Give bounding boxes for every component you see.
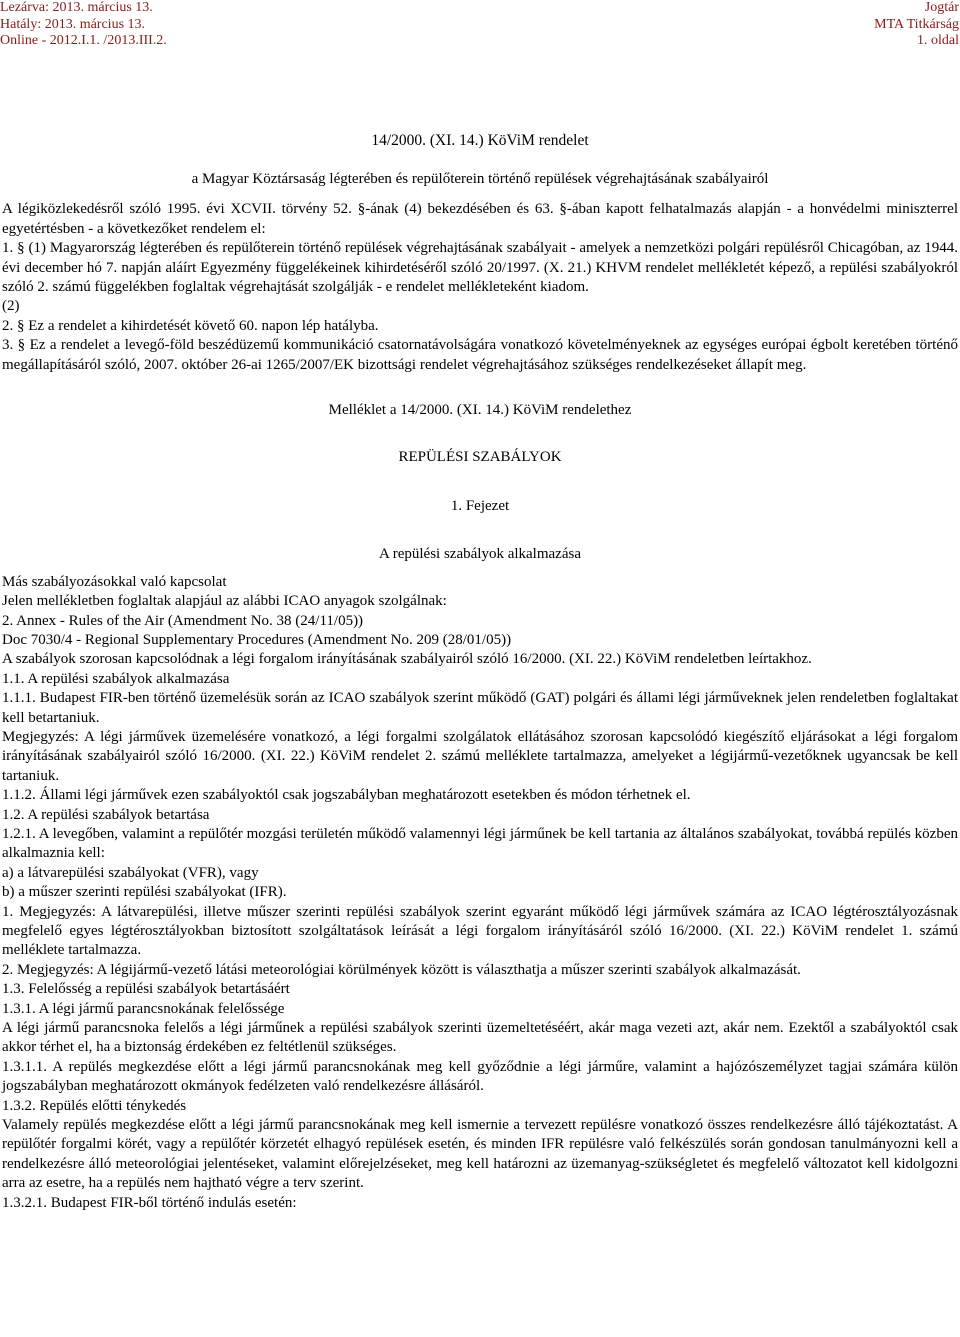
body-paragraph: b) a műszer szerinti repülési szabályokat (IFR). (2, 884, 287, 901)
page-header-left (0, 0, 167, 50)
body-paragraph: 1.3.2. Repülés előtti ténykedés (2, 1097, 187, 1114)
chapter-title: A repülési szabályok alkalmazása (378, 546, 581, 563)
annex-heading: Melléklet a 14/2000. (XI. 14.) KöViM rendelethez (328, 402, 632, 419)
rules-heading: REPÜLÉSI SZABÁLYOK (398, 449, 562, 466)
body-paragraph: a) a látvarepülési szabályokat (VFR), vagy (2, 864, 259, 881)
document-body (2, 132, 958, 1213)
header-publisher: Jogtár (924, 0, 959, 15)
body-paragraph: Doc 7030/4 - Regional Supplementary Procedures (Amendment No. 209 (28/01/05)) (2, 631, 512, 648)
body-paragraph: 1.2.1. A levegőben, valamint a repülőtér mozgási területén működő valamennyi légi járműnek be kell tartania az általános szabályokat, továbbá repülés közben alkalmaznia kell: (2, 825, 958, 862)
document-title: 14/2000. (XI. 14.) KöViM rendelet (371, 132, 589, 149)
section-2: 2. § Ez a rendelet a kihirdetését követő 60. napon lép hatályba. (2, 317, 379, 334)
body-paragraph: A légi jármű parancsnoka felelős a légi járműnek a repülési szabályok szerinti üzemeltetéséért, akár maga vezeti azt, akár nem. Ezektől a szabályoktól csak akkor térhet el, ha a biztonság érdekében ez feltétlenül szükséges. (2, 1020, 958, 1056)
body-paragraph: 1.1. A repülési szabályok alkalmazása (2, 670, 230, 687)
chapter-number: 1. Fejezet (450, 497, 510, 514)
body-paragraph: 2. Annex - Rules of the Air (Amendment No. 38 (24/11/05)) (2, 612, 364, 629)
body-paragraph: 1.3.1.1. A repülés megkezdése előtt a légi jármű parancsnokának meg kell győződnie a légi járműre, valamint a hajózószemélyzet tagjai számára külön jogszabályban meghatározott okmányok fedélzeten való rendelkezésre állásáról. (2, 1058, 958, 1095)
header-licensee: MTA Titkárság (874, 16, 959, 32)
body-paragraph: 1.3.2.1. Budapest FIR-ből történő indulás esetén: (2, 1194, 297, 1211)
body-paragraph: Megjegyzés: A légi járművek üzemelésére vonatkozó, a légi forgalmi szolgálatok ellátásához szorosan kapcsolódó kiegészítő eljárásokat a légi forgalom irányításának szabályairól szóló 16/2000. (XI. 22.) KöViM rendelet 2. számú melléklete tartalmazza, amelyeket a légijármű-vezetőknek ugyancsak be kell tartaniuk. (2, 728, 958, 784)
document-subtitle: a Magyar Köztársaság légterében és repülőterein történő repülések végrehajtásának szabályairól (191, 171, 769, 187)
annex-body (2, 573, 958, 1213)
header-closed-date: Lezárva: 2013. március 13. (0, 0, 153, 15)
body-paragraph: Más szabályozásokkal való kapcsolat (2, 573, 227, 590)
body-paragraph: 1. Megjegyzés: A látvarepülési, illetve műszer szerinti repülési szabályok szerint egyaránt működő légi járművek számára az ICAO légtérosztályozásnak megfelelő egyes légtérosztályokban biztosított szolgáltatások leírását a légi forgalom irányításáról szóló 16/2000. (XI. 22.) KöViM rendelet 1. számú melléklete tartalmazza. (2, 903, 958, 959)
section-1-paragraph-1: 1. § (1) Magyarország légterében és repülőterein történő repülések végrehajtásának szabályait - amelyek a nemzetközi polgári repülésről Chicagóban, az 1944. évi december hó 7. napján aláírt Egyezmény függelékeinek kihirdetéséről szóló 20/1997. (X. 21.) KHVM rendelet mellékletét képező, a repülési szabályokról szóló 2. számú függelékben foglaltak végrehajtását szolgálják - e rendelet mellékleteként kiadom. (2, 240, 958, 296)
body-paragraph: 1.1.2. Állami légi járművek ezen szabályoktól csak jogszabályban meghatározott esetekben és módon térhetnek el. (2, 787, 691, 804)
body-paragraph: A szabályok szorosan kapcsolódnak a légi forgalom irányításának szabályairól szóló 16/2000. (XI. 22.) KöViM rendeletben leírtakhoz. (2, 651, 812, 668)
body-paragraph: 1.3.1. A légi jármű parancsnokának felelőssége (2, 1000, 285, 1017)
preamble: A légiközlekedésről szóló 1995. évi XCVII. törvény 52. §-ának (4) bekezdésében és 63. §-ában kapott felhatalmazás alapján - a honvédelmi miniszterrel egyetértésben - a következőket rendelem el: (2, 201, 958, 237)
body-paragraph: Jelen mellékletben foglaltak alapjául az alábbi ICAO anyagok szolgálnak: (2, 593, 447, 610)
section-1-paragraph-2: (2) (2, 298, 20, 315)
body-paragraph: Valamely repülés megkezdése előtt a légi jármű parancsnokának meg kell ismernie a tervezett repülésre vonatkozó összes rendelkezésre álló tájékoztatást. A repülőtér forgalmi körét, vagy a repülőtér körzetét elhagyó repülések esetén, és minden IFR repülésre való felkészülés során gondosan tanulmányozni kell a rendelkezésre álló meteorológiai jelentéseket, valamint előrejelzéseket, meg kell határozni az üzemanyag-szükségletet és megfelelő változatot kell kidolgozni arra az esetre, ha a repülés nem hajtható végre a terv szerint. (2, 1117, 958, 1192)
page-header-right (874, 0, 959, 50)
header-effective-date: Hatály: 2013. március 13. (0, 16, 146, 32)
body-paragraph: 2. Megjegyzés: A légijármű-vezető látási meteorológiai körülmények között is választhatja a műszer szerinti szabályok alkalmazását. (2, 961, 801, 978)
section-3: 3. § Ez a rendelet a levegő-föld beszédüzemű kommunikáció csatornatávolságára vonatkozó követelményeknek az egységes európai égbolt keretében történő megállapításáról szóló, 2007. október 26-ai 1265/2007/EK bizottsági rendelet végrehajtásához szükséges rendelkezéseket állapít meg. (2, 337, 958, 373)
body-paragraph: 1.1.1. Budapest FIR-ben történő üzemelésük során az ICAO szabályok szerint működő (GAT) polgári és állami légi járműveknek jelen rendeletben foglaltakat kell betartaniuk. (2, 690, 958, 726)
body-paragraph: 1.3. Felelősség a repülési szabályok betartásáért (2, 981, 290, 998)
header-page-number: 1. oldal (917, 33, 959, 48)
body-paragraph: 1.2. A repülési szabályok betartása (2, 806, 210, 823)
header-online-range: Online - 2012.I.1. /2013.III.2. (0, 33, 167, 48)
